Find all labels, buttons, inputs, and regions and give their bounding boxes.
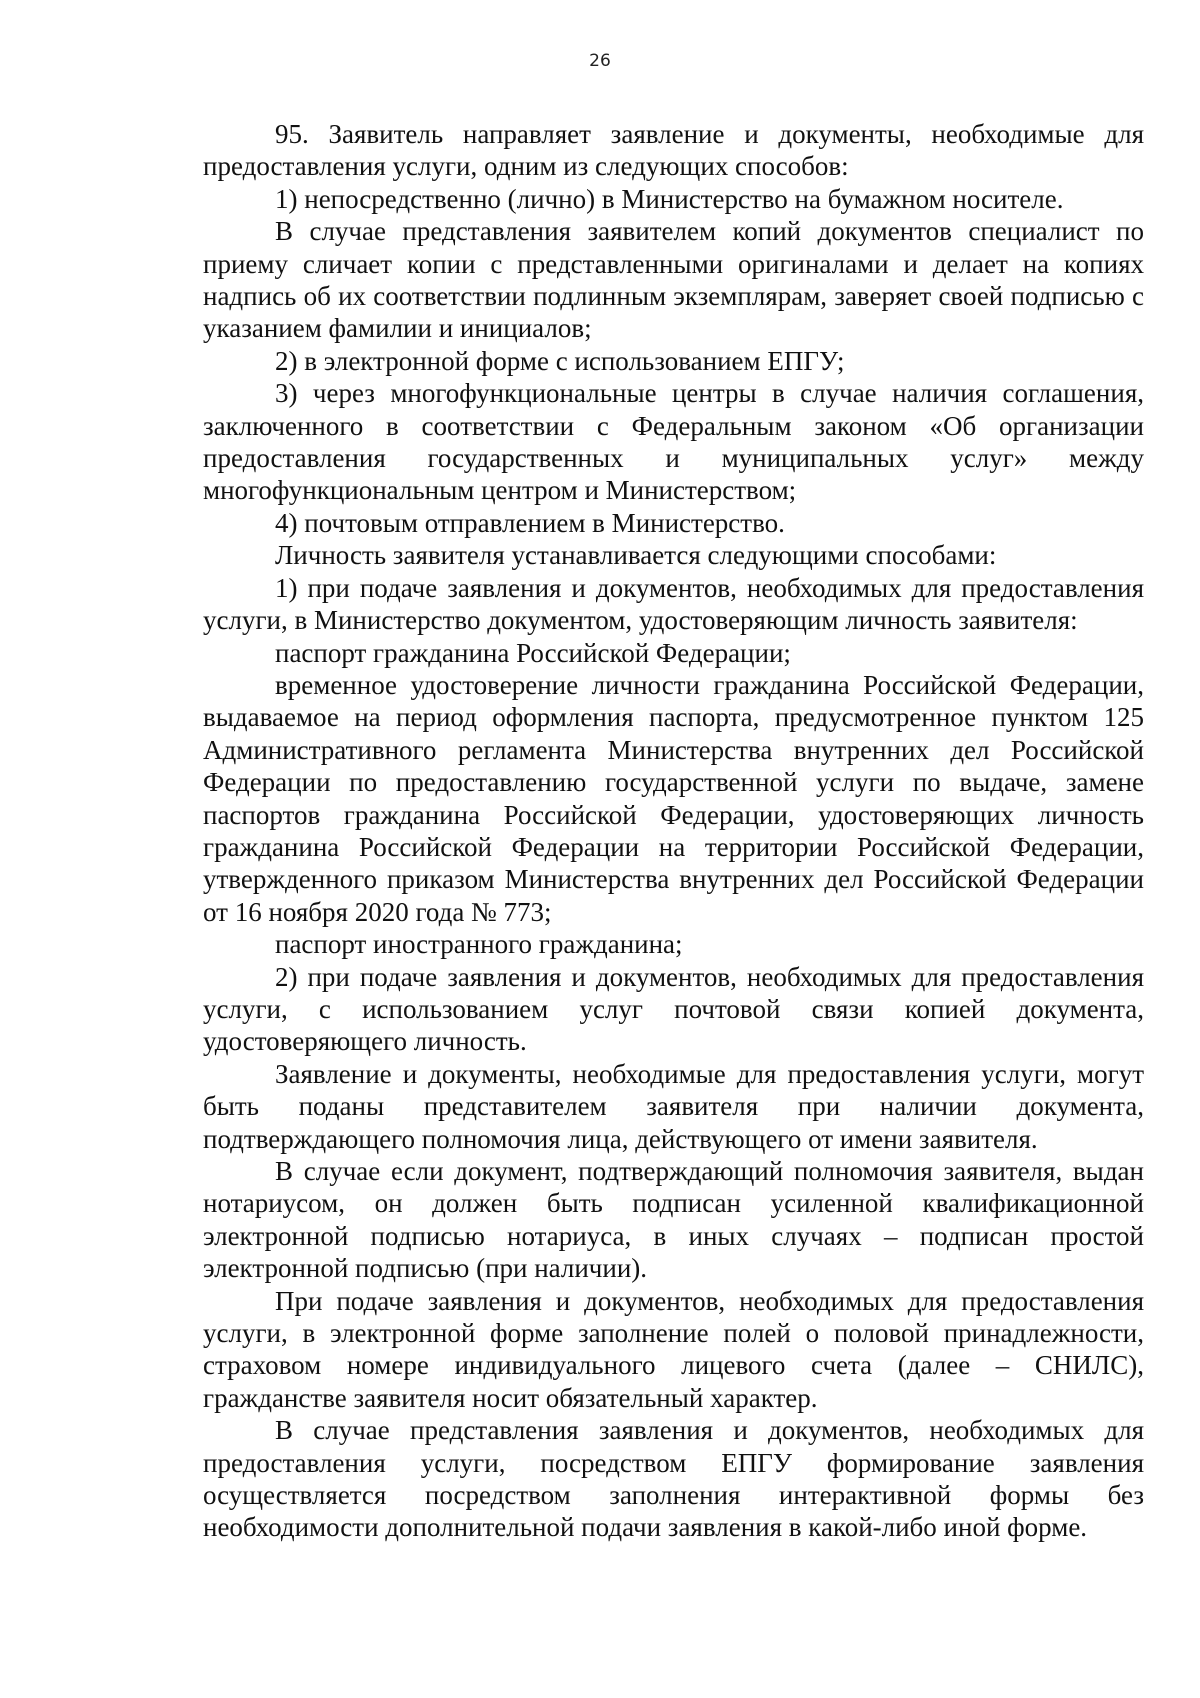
paragraph-method-3-mfc: 3) через многофункциональные центры в случае наличия соглашения, заключенного в соответствии с Федеральным законом «Об организации предоставления государственных и муниципальных услуг» между многофункциональным центром и Министерством; <box>203 378 1144 506</box>
document-body <box>203 118 1144 1544</box>
paragraph-representative: Заявление и документы, необходимые для предоставления услуги, могут быть поданы представителем заявителя при наличии документа, подтверждающего полномочия лица, действующего от имени заявителя. <box>203 1058 1144 1154</box>
paragraph-foreign-passport: паспорт иностранного гражданина; <box>275 929 683 960</box>
paragraph-95-submission-methods: 95. Заявитель направляет заявление и документы, необходимые для предоставления услуги, одним из следующих способов: <box>203 119 1144 182</box>
paragraph-passport-rf: паспорт гражданина Российской Федерации; <box>275 637 791 668</box>
paragraph-method-1-in-person: 1) непосредственно (лично) в Министерство на бумажном носителе. <box>275 183 1064 214</box>
paragraph-method-4-postal: 4) почтовым отправлением в Министерство. <box>275 507 785 538</box>
paragraph-temporary-id: временное удостоверение личности гражданина Российской Федерации, выдаваемое на период оформления паспорта, предусмотренное пунктом 125 Административного регламента Министерства внутренних дел Российской Федерации по предоставлению государственной услуги по выдаче, замене паспортов гражданина Российской Федерации, удостоверяющих личность гражданина Российской Федерации на территории Российской Федерации, утвержденного приказом Министерства внутренних дел Российской Федерации от 16 ноября 2020 года № 773; <box>203 669 1144 927</box>
paragraph-identity-methods: Личность заявителя устанавливается следующими способами: <box>275 540 997 571</box>
paragraph-notary-signature: В случае если документ, подтверждающий полномочия заявителя, выдан нотариусом, он должен быть подписан усиленной квалификационной электронной подписью нотариуса, в иных случаях – подписан простой электронной подписью (при наличии). <box>203 1156 1144 1284</box>
paragraph-method-2-electronic: 2) в электронной форме с использованием ЕПГУ; <box>275 345 845 376</box>
paragraph-mandatory-fields: При подаче заявления и документов, необходимых для предоставления услуги, в электронной форме заполнение полей о половой принадлежности, страховом номере индивидуального лицевого счета (далее – СНИЛС), гражданстве заявителя носит обязательный характер. <box>203 1285 1144 1413</box>
paragraph-copies-verification: В случае представления заявителем копий документов специалист по приему сличает копии с представленными оригиналами и делает на копиях надпись об их соответствии подлинным экземплярам, заверяет своей подписью с указанием фамилии и инициалов; <box>203 216 1144 344</box>
paragraph-identity-1: 1) при подаче заявления и документов, необходимых для предоставления услуги, в Министерство документом, удостоверяющим личность заявителя: <box>203 572 1144 636</box>
page-number: 26 <box>589 51 611 71</box>
paragraph-identity-2: 2) при подаче заявления и документов, необходимых для предоставления услуги, с использованием услуг почтовой связи копией документа, удостоверяющего личность. <box>203 961 1144 1057</box>
paragraph-epgu-form: В случае представления заявления и документов, необходимых для предоставления услуги, посредством ЕПГУ формирование заявления осуществляется посредством заполнения интерактивной формы без необходимости дополнительной подачи заявления в какой-либо иной форме. <box>203 1415 1144 1543</box>
